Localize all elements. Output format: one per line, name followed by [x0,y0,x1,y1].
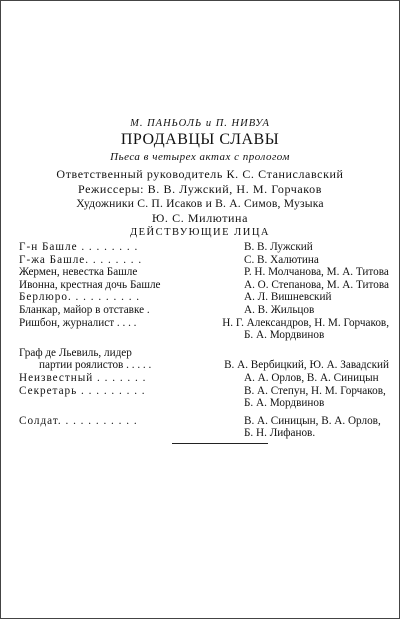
cast-actors: В. В. Лужский [244,241,313,253]
cast-row [19,397,389,410]
cast-role: Секретарь . . . . . . . . . [19,384,146,397]
play-title: ПРОДАВЦЫ СЛАВЫ [120,131,280,148]
cast-role: партии роялистов . . . . . [39,359,152,372]
cast-role: Граф де Льевиль, лидер [19,346,132,359]
cast-actors: А. В. Жильцов [244,303,315,316]
play-subtitle: Пьеса в четырех актах с прологом [110,151,290,163]
cast-role: Солдат. . . . . . . . . . . [19,414,138,427]
cast-role: Ришбон, журналист . . . . [19,316,137,329]
cast-row [19,415,389,428]
cast-role: Г-жа Башле. . . . . . . . [19,253,143,266]
cast-actors: А. Л. Вишневский [244,291,332,304]
authors-line: М. ПАНЬОЛЬ и П. НИВУА [130,118,270,129]
cast-actors [244,347,389,360]
cast-actors: В. А. Синицын, В. А. Орлов, [244,414,381,427]
credit-director-line: Ответственный руководитель К. С. Станиславский [56,167,344,181]
cast-list [19,241,389,440]
cast-row [19,304,389,317]
cast-role: Бланкар, майор в отставке . [19,303,150,316]
cast-actors: А. О. Степанова, М. А. Титова [244,278,389,291]
cast-actors: Б. А. Мордвинов [244,397,325,410]
credit-designers-line: Художники С. П. Исаков и В. А. Симов, Музыка [76,197,324,210]
cast-actors: Б. Н. Лифанов. [244,427,316,440]
credit-stage-directors-line: Режиссеры: В. В. Лужский, Н. М. Горчаков [77,182,322,196]
cast-role: Неизвестный . . . . . . . [19,371,147,384]
cast-row [19,241,389,254]
cast-actors: В. А. Степун, Н. М. Горчаков, [244,384,386,397]
cast-row [19,385,389,398]
cast-row [19,359,389,372]
cast-row [19,372,389,385]
cast-row [19,266,389,279]
cast-role: Ивонна, крестная дочь Башле [19,278,161,291]
cast-role: Жермен, невестка Башле [19,266,138,279]
cast-actors: Р. Н. Молчанова, М. А. Титова [244,266,389,279]
cast-row [19,329,389,342]
cast-row [19,347,389,360]
cast-actors: С. В. Халютина [244,253,319,266]
cast-row [19,317,389,330]
cast-actors: Н. Г. Александров, Н. М. Горчаков, [222,316,389,329]
cast-row [19,254,389,267]
cast-role: Г-н Башле . . . . . . . . [19,241,139,253]
cast-heading: ДЕЙСТВУЮЩИЕ ЛИЦА [129,227,271,238]
credit-music-line: Ю. С. Милютина [151,211,249,225]
cast-row [19,279,389,292]
cast-role: Берлюро. . . . . . . . . . [19,291,141,304]
cast-actors: Б. А. Мордвинов [244,329,325,342]
cast-row [19,291,389,304]
cast-row [19,427,389,440]
closing-rule [172,443,268,444]
cast-actors: В. А. Вербицкий, Ю. А. Завадский [224,359,389,372]
cast-actors: А. А. Орлов, В. А. Синицын [244,371,379,384]
